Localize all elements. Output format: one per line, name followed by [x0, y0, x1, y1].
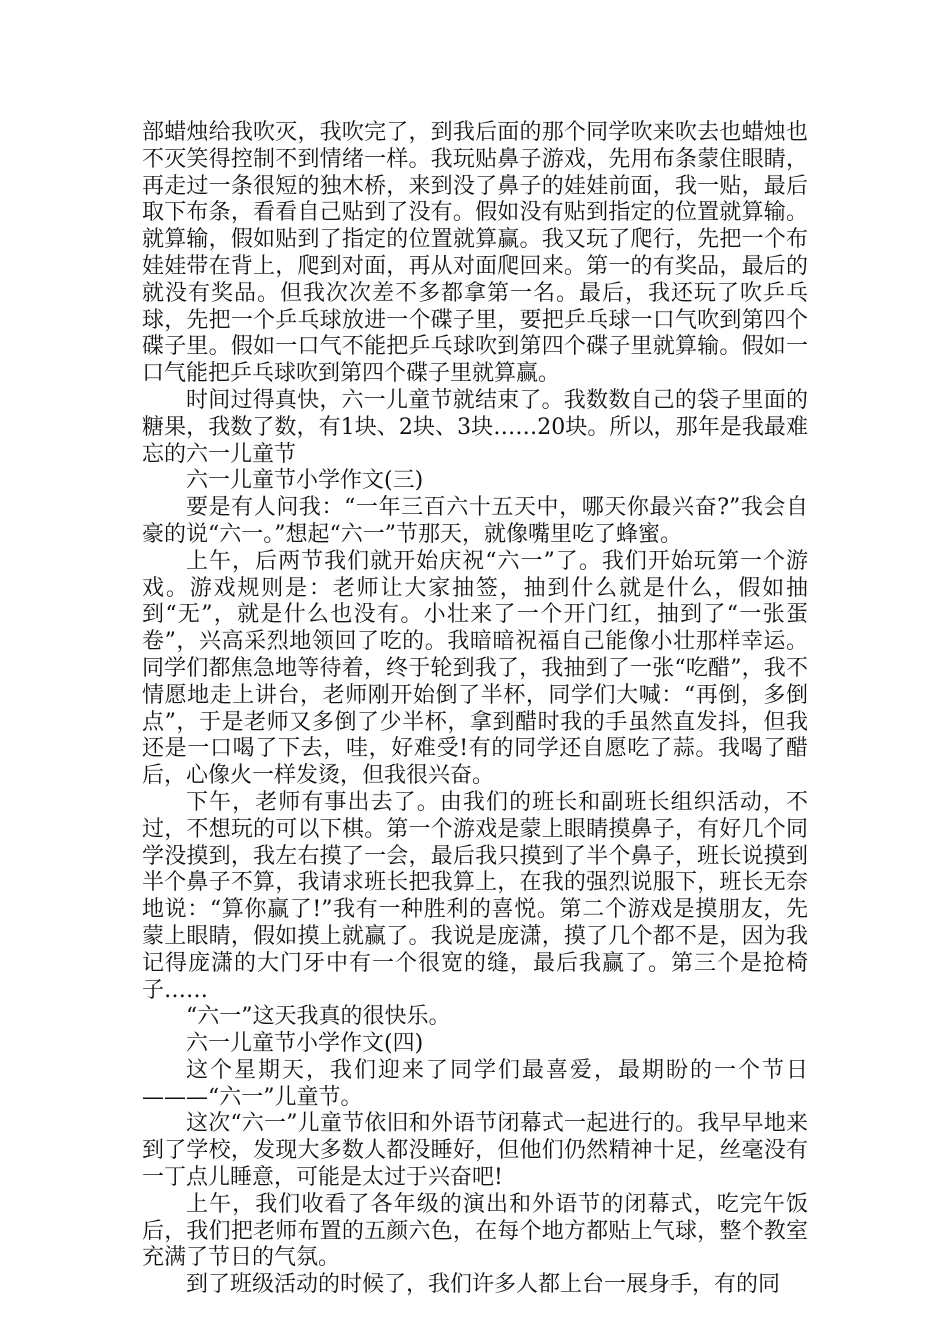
paragraph: “六一”这天我真的很快乐。 — [186, 1004, 451, 1030]
paragraph: 上午，我们收看了各年级的演出和外语节的闭幕式，吃完午饭后，我们把老师布置的五颜六色，在每个地方都贴上气球，整个教室充满了节日的气氛。 — [142, 1191, 808, 1271]
paragraph: 这个星期天，我们迎来了同学们最喜爱，最期盼的一个节日———“六一”儿童节。 — [142, 1057, 808, 1110]
section-heading-3: 六一儿童节小学作文(三) — [186, 468, 424, 494]
paragraph: 要是有人问我：“一年三百六十五天中，哪天你最兴奋?”我会自豪的说“六一。”想起“六一”节那天，就像嘴里吃了蜂蜜。 — [142, 495, 808, 547]
section-heading-4: 六一儿童节小学作文(四) — [186, 1031, 424, 1057]
paragraph-continuation: 部蜡烛给我吹灭，我吹完了，到我后面的那个同学吹来吹去也蜡烛也不灭笑得控制不到情绪一样。我玩贴鼻子游戏，先用布条蒙住眼睛，再走过一条很短的独木桥，来到没了鼻子的娃娃前面，我一贴，最后取下布条，看看自己贴到了没有。假如没有贴到指定的位置就算输。就算输，假如贴到了指定的位置就算赢。我又玩了爬行，先把一个布娃娃带在背上，爬到对面，再从对面爬回来。第一的有奖品，最后的就没有奖品。但我次次差不多都拿第一名。最后，我还玩了吹乒乓球，先把一个乒乓球放进一个碟子里，要把乒乓球一口气吹到第四个碟子里。假如一口气不能把乒乓球吹到第四个碟子里就算输。假如一口气能把乒乓球吹到第四个碟子里就算赢。 — [142, 120, 808, 387]
paragraph: 这次“六一”儿童节依旧和外语节闭幕式一起进行的。我早早地来到了学校，发现大多数人都没睡好，但他们仍然精神十足，丝毫没有一丁点儿睡意，可能是太过于兴奋吧! — [142, 1111, 808, 1191]
paragraph: 到了班级活动的时候了，我们许多人都上台一展身手，有的同 — [186, 1272, 781, 1298]
paragraph: 下午，老师有事出去了。由我们的班长和副班长组织活动，不过，不想玩的可以下棋。第一个游戏是蒙上眼睛摸鼻子，有好几个同学没摸到，我左右摸了一会，最后我只摸到了半个鼻子，班长说摸到半个鼻子不算，我请求班长把我算上，在我的强烈说服下，班长无奈地说：“算你赢了!”我有一种胜利的喜悦。第二个游戏是摸朋友，先蒙上眼睛，假如摸上就赢了。我说是庞潇，摸了几个都不是，因为我记得庞潇的大门牙中有一个很宽的缝，最后我赢了。第三个是抢椅子…… — [142, 789, 808, 1003]
document-body — [142, 120, 808, 1299]
paragraph: 上午，后两节我们就开始庆祝“六一”了。我们开始玩第一个游戏。游戏规则是：老师让大家抽签，抽到什么就是什么，假如抽到“无”，就是什么也没有。小壮来了一个开门红，抽到了“一张蛋卷”，兴高采烈地领回了吃的。我暗暗祝福自己能像小壮那样幸运。同学们都焦急地等待着，终于轮到我了，我抽到了一张“吃醋”，我不情愿地走上讲台，老师刚开始倒了半杯，同学们大喊：“再倒，多倒点”，于是老师又多倒了少半杯，拿到醋时我的手虽然直发抖，但我还是一口喝了下去，哇，好难受!有的同学还自愿吃了蒜。我喝了醋后，心像火一样发烫，但我很兴奋。 — [142, 548, 808, 789]
paragraph: 时间过得真快，六一儿童节就结束了。我数数自己的袋子里面的糖果，我数了数，有1块、2块、3块……20块。所以，那年是我最难忘的六一儿童节 — [142, 387, 808, 467]
